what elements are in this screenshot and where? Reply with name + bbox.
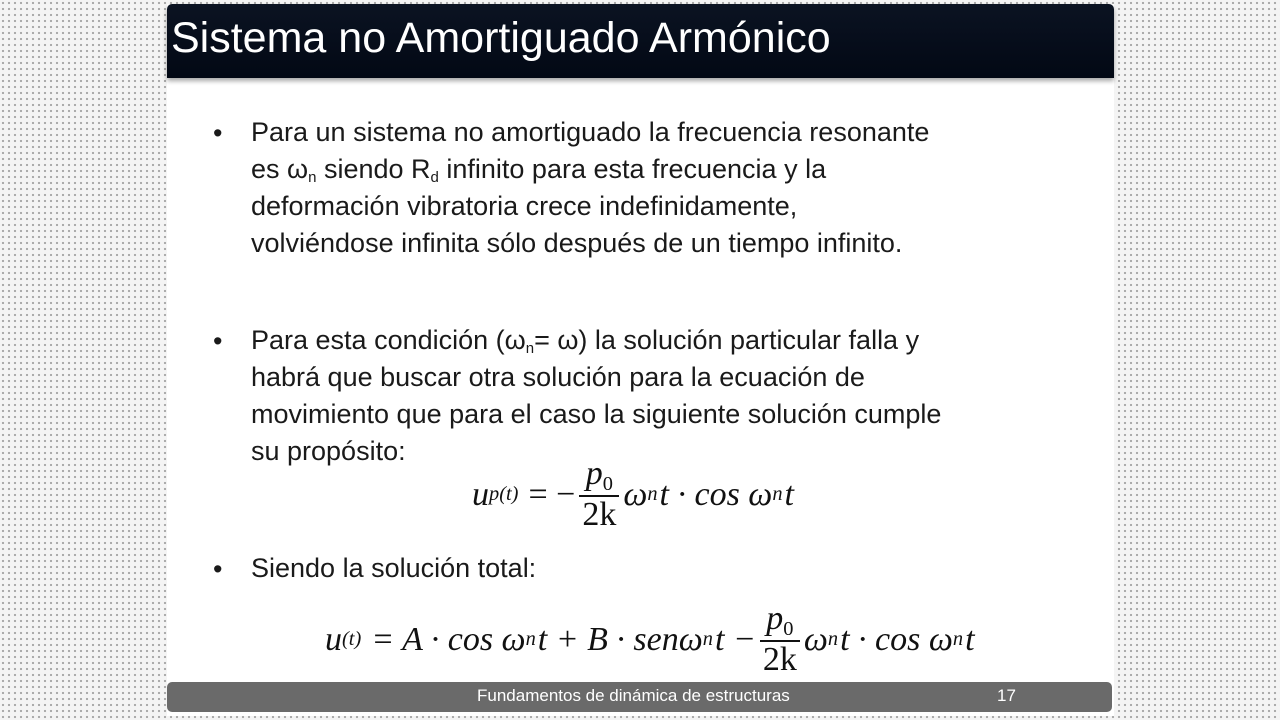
formula-1-fraction: $\frac{p0}{2k}$ — [579, 456, 619, 533]
bullet-2-line-1: Para esta condición $(\omega_n= \omega)$ la solución particular falla y — [251, 325, 920, 357]
slide-title: Sistema no Amortiguado Armónico — [171, 14, 831, 62]
bullet-paragraph-2 — [251, 322, 941, 470]
bullet-1-line-4: volviéndose infinita sólo después de un tiempo infinito. — [251, 228, 903, 258]
bullet-3-line-1: Siendo la solución total: — [251, 553, 537, 583]
footer-course-title: Fundamentos de dinámica de estructuras — [477, 686, 790, 705]
formula-particular-solution: u p(t) = − $\frac{p0}{2k}$ ω n t · cos ω n t — [472, 455, 794, 534]
page-number: 17 — [997, 686, 1016, 705]
bullet-paragraph-3 — [251, 550, 536, 587]
bullet-1-line-3: deformación vibratoria crece indefinidamente, — [251, 191, 798, 221]
bullet-1-line-2: es $\omega_n$ siendo $R_d$ infinito para esta frecuencia y la — [251, 154, 827, 186]
bullet-2-line-3: movimiento que para el caso la siguiente solución cumple — [251, 399, 942, 429]
title-bar — [167, 4, 1114, 78]
slide-content — [167, 78, 1114, 678]
bullet-marker-1: • — [213, 118, 223, 148]
slide — [167, 4, 1114, 716]
bullet-1-line-1: Para un sistema no amortiguado la frecuencia resonante — [251, 117, 930, 147]
bullet-2-line-2: habrá que buscar otra solución para la ecuación de — [251, 362, 865, 392]
bullet-paragraph-1 — [251, 114, 929, 262]
formula-total-solution: u (t) = A · cos ω n t + B · senω n t − $\frac{p0}{2k}$ ω n t · cos ω n t — [325, 600, 975, 679]
bullet-marker-3: • — [213, 554, 223, 584]
bullet-2-line-4: su propósito: — [251, 436, 406, 466]
formula-2-fraction: $\frac{p0}{2k}$ — [760, 601, 800, 678]
footer-bar — [167, 682, 1112, 712]
bullet-marker-2: • — [213, 326, 223, 356]
